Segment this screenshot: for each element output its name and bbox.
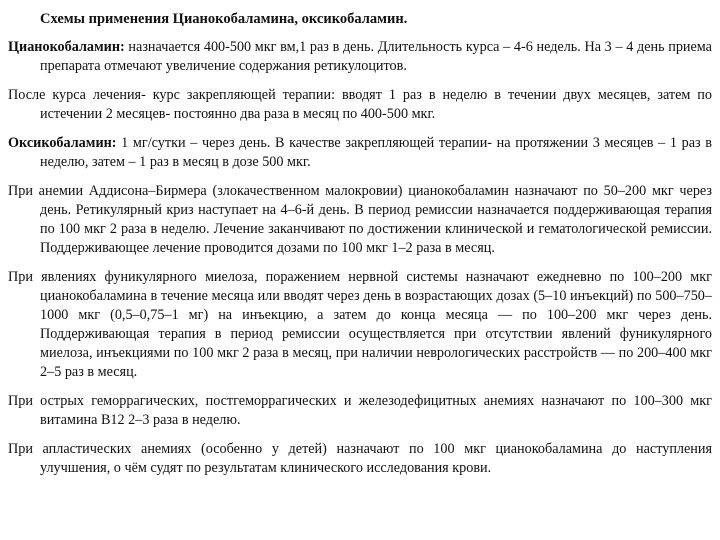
slide-body [8, 38, 712, 488]
paragraph-addison-biermer [8, 182, 712, 258]
paragraph-oxycobalamin [8, 134, 712, 172]
paragraph-text: назначается 400-500 мкг вм,1 раз в день. Длительность курса – 4-6 недель. На 3 – 4 день приема препарата отмечают увеличение содержания ретикулоцитов. [40, 39, 712, 74]
paragraph-hemorrhagic-anemia [8, 392, 712, 430]
paragraph-text: После курса лечения- курс закрепляющей терапии: вводят 1 раз в неделю в течении двух месяцев, затем по истечении 2 месяцев- постоянно два раза в месяц по 400-500 мкг. [8, 87, 712, 122]
paragraph-text: 1 мг/сутки – через день. В качестве закрепляющей терапии- на протяжении 3 месяцев – 1 раз в неделю, затем – 1 раз в месяц в дозе 500 мкг. [40, 135, 712, 170]
paragraph-lead: Оксикобаламин: [8, 135, 117, 151]
paragraph-text: При острых геморрагических, постгеморрагических и железодефицитных анемиях назначают по 100–300 мкг витамина В12 2–3 раза в неделю. [8, 393, 712, 428]
paragraph-aplastic-anemia [8, 440, 712, 478]
paragraph-lead: Цианокобаламин: [8, 39, 125, 55]
slide-title: Схемы применения Цианокобаламина, оксикобаламин. [40, 11, 408, 27]
paragraph-text: При апластических анемиях (особенно у детей) назначают по 100 мкг цианокобаламина до наступления улучшения, о чём судят по результатам клинического исследования крови. [8, 441, 712, 476]
paragraph-maintenance-course [8, 86, 712, 124]
paragraph-text: При явлениях фуникулярного миелоза, поражением нервной системы назначают ежедневно по 100–200 мкг цианокобаламина в течение месяца или вводят через день в возрастающих дозах (5–10 инъекций) по 500–750–1000 мкг (0,5–0,75–1 мг) на инъекцию, а затем до конца месяца — по 100–200 мкг через день. Поддерживающая терапия в период ремиссии осуществляется при отсутствии явлений фуникулярного миелоза, инъекциями по 100 мкг 2 раза в месяц, при наличии неврологических расстройств — по 200–400 мкг 2–5 раз в месяц. [8, 269, 712, 380]
paragraph-cyanocobalamin [8, 38, 712, 76]
paragraph-text: При анемии Аддисона–Бирмера (злокачественном малокровии) цианокобаламин назначают по 50–200 мкг через день. Ретикулярный криз наступает на 4–6-й день. В период ремиссии назначается поддерживающая терапия по 100 мкг 2 раза в неделю. Лечение заканчивают по достижении клинической и гематологической ремиссии. Поддерживающее лечение проводится дозами по 100 мкг 1–2 раза в месяц. [8, 183, 712, 256]
paragraph-funicular-myelosis [8, 268, 712, 382]
